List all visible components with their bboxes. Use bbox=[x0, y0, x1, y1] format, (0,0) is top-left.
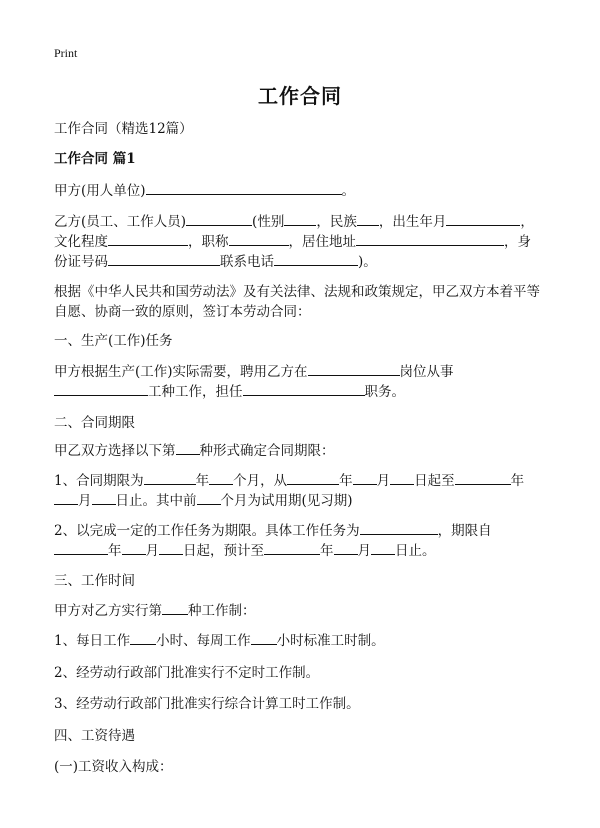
form-choice-blank[interactable] bbox=[176, 440, 200, 455]
start-month-blank[interactable] bbox=[353, 470, 377, 485]
phone-blank[interactable] bbox=[274, 251, 358, 266]
text: 月 bbox=[78, 493, 92, 509]
job-type-blank[interactable] bbox=[54, 381, 148, 396]
page-title: 工作合同 bbox=[258, 84, 342, 108]
text: ，居住地址 bbox=[288, 234, 356, 250]
text: 月 bbox=[145, 543, 159, 559]
print-label[interactable]: Print bbox=[54, 46, 78, 60]
birthdate-blank[interactable] bbox=[446, 211, 520, 226]
sec2-option-2-line-1 bbox=[54, 520, 554, 542]
id-number-blank[interactable] bbox=[108, 251, 220, 266]
party-b-line-2 bbox=[54, 231, 554, 253]
from-month-blank[interactable] bbox=[122, 540, 146, 555]
to-year-blank[interactable] bbox=[264, 540, 320, 555]
text: 文化程度 bbox=[54, 234, 108, 250]
text: 职务。 bbox=[364, 384, 405, 400]
sec3-line-1 bbox=[54, 600, 554, 622]
years-blank[interactable] bbox=[144, 470, 196, 485]
text: 年 bbox=[510, 473, 525, 489]
text: 种形式确定合同期限： bbox=[199, 443, 335, 459]
party-b-line-1 bbox=[54, 211, 554, 233]
section-3-heading: 三、工作时间 bbox=[54, 573, 135, 589]
text: 个月为试用期(见习期) bbox=[220, 493, 353, 509]
post-blank[interactable] bbox=[308, 361, 400, 376]
probation-months-blank[interactable] bbox=[197, 490, 221, 505]
party-b-line-3 bbox=[54, 251, 554, 273]
sec4-sub-1: (一)工资收入构成： bbox=[54, 759, 173, 775]
title-blank[interactable] bbox=[229, 231, 289, 246]
party-a-label: 甲方(用人单位) bbox=[54, 183, 146, 199]
position-blank[interactable] bbox=[243, 381, 365, 396]
party-a-end: 。 bbox=[341, 183, 356, 199]
text: 月 bbox=[376, 473, 391, 489]
task-blank[interactable] bbox=[360, 520, 438, 535]
to-month-blank[interactable] bbox=[334, 540, 358, 555]
text: 年 bbox=[195, 473, 210, 489]
text: ，身 bbox=[504, 234, 531, 250]
text: 岗位从事 bbox=[399, 364, 454, 380]
start-day-blank[interactable] bbox=[390, 470, 414, 485]
work-system-blank[interactable] bbox=[162, 600, 188, 615]
address-blank[interactable] bbox=[356, 231, 504, 246]
weekly-hours-blank[interactable] bbox=[251, 630, 277, 645]
text: 联系电话 bbox=[220, 254, 274, 270]
text: 年 bbox=[320, 543, 334, 559]
text: 月 bbox=[357, 543, 371, 559]
text: ， bbox=[520, 214, 534, 230]
text: 乙方(员工、工作人员) bbox=[54, 214, 187, 230]
text: 2、以完成一定的工作任务为期限。具体工作任务为 bbox=[54, 523, 360, 539]
end-day-blank[interactable] bbox=[92, 490, 116, 505]
education-blank[interactable] bbox=[108, 231, 188, 246]
text: 小时、每周工作 bbox=[156, 633, 251, 649]
ethnicity-blank[interactable] bbox=[357, 211, 379, 226]
text: 种工作制： bbox=[188, 603, 256, 619]
text: 1、每日工作 bbox=[54, 633, 131, 649]
end-month-blank[interactable] bbox=[54, 490, 78, 505]
text: 日止。其中前 bbox=[115, 493, 197, 509]
text: 份证号码 bbox=[54, 254, 108, 270]
text: ，民族 bbox=[316, 214, 357, 230]
to-day-blank[interactable] bbox=[371, 540, 395, 555]
sec2-option-1-line-2 bbox=[54, 490, 554, 512]
from-year-blank[interactable] bbox=[54, 540, 108, 555]
intro-line-1: 根据《中华人民共和国劳动法》及有关法律、法规和政策规定，甲乙双方本着平等 bbox=[54, 284, 540, 300]
section-1-heading: 一、生产(工作)任务 bbox=[54, 333, 173, 349]
party-a-line bbox=[54, 180, 554, 202]
text: ，出生年月 bbox=[378, 214, 447, 230]
text: 日起至 bbox=[414, 473, 455, 489]
text: )。 bbox=[358, 254, 377, 270]
text: 1、合同期限为 bbox=[54, 473, 144, 489]
sec2-option-2-line-2 bbox=[54, 540, 554, 562]
party-a-blank[interactable] bbox=[146, 180, 342, 195]
text: ，期限自 bbox=[437, 523, 492, 539]
end-year-blank[interactable] bbox=[455, 470, 511, 485]
text: 年 bbox=[339, 473, 353, 489]
section-2-heading: 二、合同期限 bbox=[54, 415, 135, 431]
text: 日起，预计至 bbox=[183, 543, 264, 559]
text: 日止。 bbox=[395, 543, 436, 559]
gender-blank[interactable] bbox=[284, 211, 316, 226]
sec1-line-2 bbox=[54, 381, 554, 403]
text: 个月，从 bbox=[233, 473, 288, 489]
daily-hours-blank[interactable] bbox=[130, 630, 156, 645]
text: 甲方对乙方实行第 bbox=[54, 603, 162, 619]
start-year-blank[interactable] bbox=[287, 470, 339, 485]
section-heading: 工作合同 篇1 bbox=[54, 151, 136, 167]
text: (性别 bbox=[252, 214, 285, 230]
sec3-item-2: 2、经劳动行政部门批准实行不定时工作制。 bbox=[54, 665, 320, 681]
text: 甲方根据生产(工作)实际需要，聘用乙方在 bbox=[54, 364, 308, 380]
sec2-option-1-line-1 bbox=[54, 470, 554, 492]
document-subtitle: 工作合同（精选12篇） bbox=[54, 121, 193, 137]
name-blank[interactable] bbox=[186, 211, 252, 226]
text: 甲乙双方选择以下第 bbox=[54, 443, 176, 459]
sec3-item-3: 3、经劳动行政部门批准实行综合计算工时工作制。 bbox=[54, 696, 360, 712]
from-day-blank[interactable] bbox=[159, 540, 183, 555]
sec2-choice-line bbox=[54, 440, 554, 462]
sec3-item-1 bbox=[54, 630, 554, 652]
text: 小时标准工时制。 bbox=[276, 633, 385, 649]
text: ，职称 bbox=[188, 234, 229, 250]
intro-line-2: 自愿、协商一致的原则，签订本劳动合同： bbox=[54, 304, 311, 320]
text: 工种工作，担任 bbox=[148, 384, 243, 400]
text: 年 bbox=[108, 543, 122, 559]
sec1-line-1 bbox=[54, 361, 554, 383]
months-blank[interactable] bbox=[209, 470, 233, 485]
section-4-heading: 四、工资待遇 bbox=[54, 728, 135, 744]
